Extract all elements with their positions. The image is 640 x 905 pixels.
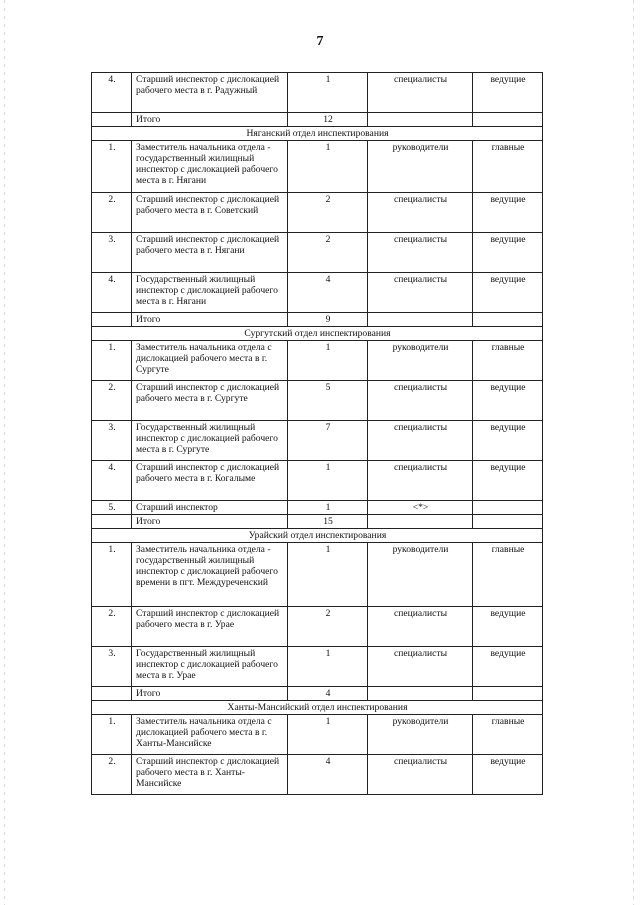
total-count: 4: [288, 687, 368, 701]
position-group: ведущие: [473, 421, 543, 461]
row-number: 5.: [92, 501, 132, 515]
table-row: [92, 381, 543, 421]
table-row: [92, 141, 543, 193]
position-title: Заместитель начальника отдела с дислокацией рабочего места в г. Сургуте: [132, 341, 288, 381]
position-group: главные: [473, 715, 543, 755]
row-number: 4.: [92, 73, 132, 113]
position-group: ведущие: [473, 381, 543, 421]
total-label: Итого: [132, 515, 288, 529]
total-spacer: [92, 113, 132, 127]
position-group: ведущие: [473, 607, 543, 647]
position-category: руководители: [368, 715, 473, 755]
table-row: [92, 755, 543, 795]
position-category: специалисты: [368, 233, 473, 273]
section-header-row: [92, 127, 543, 141]
row-number: 1.: [92, 715, 132, 755]
table-row: [92, 273, 543, 313]
row-number: 3.: [92, 647, 132, 687]
position-title: Государственный жилищный инспектор с дислокацией рабочего места в г. Нягани: [132, 273, 288, 313]
total-spacer: [92, 515, 132, 529]
total-count: 15: [288, 515, 368, 529]
staff-count: 1: [288, 647, 368, 687]
position-title: Старший инспектор с дислокацией рабочего места в г. Сургуте: [132, 381, 288, 421]
row-number: 2.: [92, 755, 132, 795]
total-label: Итого: [132, 113, 288, 127]
position-category: <*>: [368, 501, 473, 515]
staff-count: 5: [288, 381, 368, 421]
staff-count: 4: [288, 755, 368, 795]
table-row: [92, 715, 543, 755]
position-group: ведущие: [473, 233, 543, 273]
position-category: специалисты: [368, 607, 473, 647]
position-title: Старший инспектор: [132, 501, 288, 515]
position-title: Старший инспектор с дислокацией рабочего места в г. Когалыме: [132, 461, 288, 501]
table-row: [92, 73, 543, 113]
section-title: Урайский отдел инспектирования: [92, 529, 543, 543]
position-title: Заместитель начальника отдела с дислокацией рабочего места в г. Ханты-Мансийске: [132, 715, 288, 755]
position-category: специалисты: [368, 193, 473, 233]
position-title: Заместитель начальника отдела - государственный жилищный инспектор с дислокацией рабочего места в г. Нягани: [132, 141, 288, 193]
staff-count: 1: [288, 715, 368, 755]
table-row: [92, 647, 543, 687]
staff-count: 4: [288, 273, 368, 313]
table-row: [92, 233, 543, 273]
total-count: 12: [288, 113, 368, 127]
staff-count: 1: [288, 141, 368, 193]
section-title: Ханты-Мансийский отдел инспектирования: [92, 701, 543, 715]
row-number: 2.: [92, 607, 132, 647]
total-row: [92, 313, 543, 327]
position-category: специалисты: [368, 381, 473, 421]
position-group: главные: [473, 543, 543, 607]
total-empty-category: [368, 515, 473, 529]
row-number: 1.: [92, 543, 132, 607]
position-category: руководители: [368, 543, 473, 607]
position-group: ведущие: [473, 755, 543, 795]
position-category: руководители: [368, 341, 473, 381]
table-row: [92, 341, 543, 381]
row-number: 1.: [92, 341, 132, 381]
position-title: Заместитель начальника отдела - государственный жилищный инспектор с дислокацией рабочего времени в пгт. Междуреченский: [132, 543, 288, 607]
scan-edge-left: [4, 0, 5, 905]
total-empty-group: [473, 515, 543, 529]
position-category: специалисты: [368, 421, 473, 461]
position-group: [473, 501, 543, 515]
total-empty-category: [368, 687, 473, 701]
section-header-row: [92, 529, 543, 543]
scan-edge-right: [633, 0, 634, 905]
staff-count: 1: [288, 461, 368, 501]
total-empty-category: [368, 313, 473, 327]
position-title: Старший инспектор с дислокацией рабочего места в г. Радужный: [132, 73, 288, 113]
position-title: Государственный жилищный инспектор с дислокацией рабочего места в г. Сургуте: [132, 421, 288, 461]
position-group: главные: [473, 341, 543, 381]
table-row: [92, 461, 543, 501]
position-title: Старший инспектор с дислокацией рабочего места в г. Нягани: [132, 233, 288, 273]
staff-count: 2: [288, 193, 368, 233]
row-number: 3.: [92, 233, 132, 273]
position-group: ведущие: [473, 461, 543, 501]
position-group: ведущие: [473, 647, 543, 687]
staffing-table-body: [92, 73, 543, 795]
staff-count: 1: [288, 543, 368, 607]
section-header-row: [92, 327, 543, 341]
staff-count: 7: [288, 421, 368, 461]
table-row: [92, 421, 543, 461]
position-group: ведущие: [473, 193, 543, 233]
section-header-row: [92, 701, 543, 715]
total-row: [92, 687, 543, 701]
total-count: 9: [288, 313, 368, 327]
section-title: Няганский отдел инспектирования: [92, 127, 543, 141]
total-spacer: [92, 687, 132, 701]
table-row: [92, 193, 543, 233]
position-category: специалисты: [368, 73, 473, 113]
total-empty-group: [473, 687, 543, 701]
total-empty-group: [473, 113, 543, 127]
total-spacer: [92, 313, 132, 327]
position-group: ведущие: [473, 273, 543, 313]
staff-count: 1: [288, 73, 368, 113]
row-number: 4.: [92, 461, 132, 501]
position-category: руководители: [368, 141, 473, 193]
staff-count: 2: [288, 607, 368, 647]
total-row: [92, 113, 543, 127]
position-category: специалисты: [368, 647, 473, 687]
position-title: Старший инспектор с дислокацией рабочего места в г. Урае: [132, 607, 288, 647]
position-category: специалисты: [368, 755, 473, 795]
total-row: [92, 515, 543, 529]
total-label: Итого: [132, 687, 288, 701]
row-number: 4.: [92, 273, 132, 313]
position-group: главные: [473, 141, 543, 193]
row-number: 3.: [92, 421, 132, 461]
staff-count: 1: [288, 501, 368, 515]
section-title: Сургутский отдел инспектирования: [92, 327, 543, 341]
position-title: Старший инспектор с дислокацией рабочего места в г. Ханты-Мансийске: [132, 755, 288, 795]
row-number: 2.: [92, 381, 132, 421]
position-category: специалисты: [368, 273, 473, 313]
staff-count: 1: [288, 341, 368, 381]
row-number: 1.: [92, 141, 132, 193]
table-row: [92, 501, 543, 515]
position-group: ведущие: [473, 73, 543, 113]
position-title: Государственный жилищный инспектор с дислокацией рабочего места в г. Урае: [132, 647, 288, 687]
page-number: 7: [316, 34, 324, 49]
staffing-table: [91, 72, 543, 795]
position-title: Старший инспектор с дислокацией рабочего места в г. Советский: [132, 193, 288, 233]
table-row: [92, 543, 543, 607]
row-number: 2.: [92, 193, 132, 233]
total-empty-category: [368, 113, 473, 127]
table-row: [92, 607, 543, 647]
total-empty-group: [473, 313, 543, 327]
staff-count: 2: [288, 233, 368, 273]
total-label: Итого: [132, 313, 288, 327]
position-category: специалисты: [368, 461, 473, 501]
